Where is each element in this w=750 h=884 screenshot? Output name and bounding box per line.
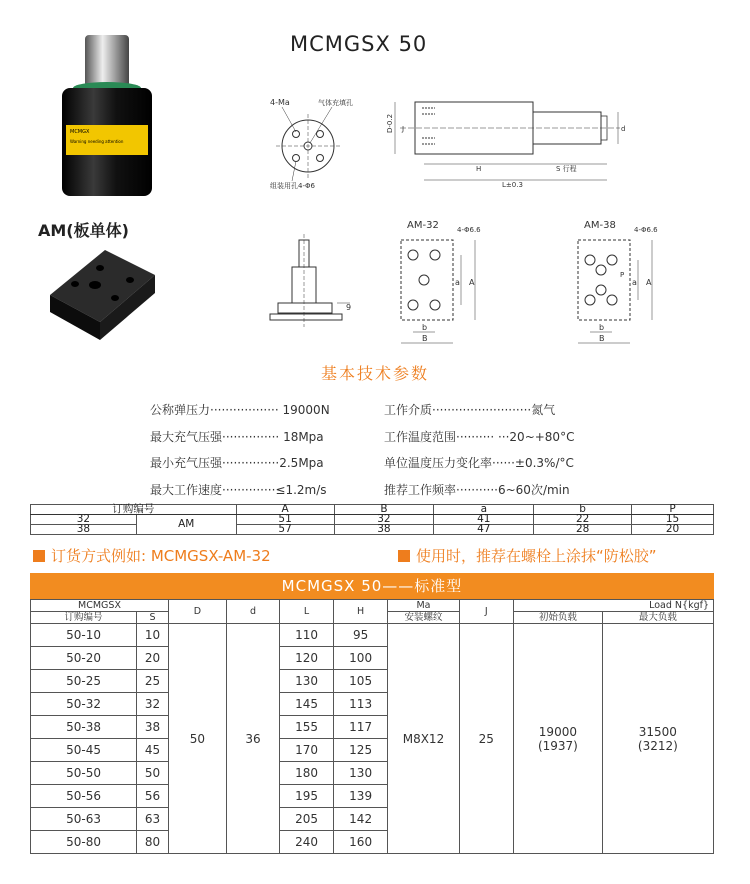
am32-a: a — [455, 278, 460, 287]
table-header-row: 订购编号 A B a b P — [31, 505, 714, 515]
am32-B: B — [422, 334, 428, 343]
am32-A: A — [469, 278, 475, 287]
table-row: 50-56 56 195 139 — [31, 785, 714, 808]
am38-drawing — [572, 215, 682, 355]
table-row: 50-25 25 130 105 — [31, 670, 714, 693]
photo-warning: Warning needing attention — [70, 139, 124, 144]
label-length: L±0.3 — [502, 181, 523, 189]
am38-B: B — [599, 334, 605, 343]
table-row: 32 AM 51 32 41 22 15 — [31, 515, 714, 525]
table-row: 50-32 32 145 113 — [31, 693, 714, 716]
label-4ma: 4-Ma — [270, 98, 290, 107]
am38-a: a — [632, 278, 637, 287]
label-gas-fill: 气体充填孔 — [318, 99, 353, 107]
label-h: H — [476, 165, 482, 173]
table-row: 50-50 50 180 130 — [31, 762, 714, 785]
label-mount-holes: 组装用孔4-Φ6 — [270, 182, 315, 190]
table-row: 50-20 20 120 100 — [31, 647, 714, 670]
label-j: J — [402, 125, 405, 133]
photo-brand: MCMGX — [70, 129, 90, 135]
orange-square-icon — [33, 550, 45, 562]
am-dimension-table — [30, 504, 714, 535]
spec-right-1: 工作温度范围·········· ···20~+80°C — [384, 430, 575, 444]
label-d02: D-0.2 — [386, 113, 394, 133]
order-example: 订货方式例如: MCMGSX-AM-32 — [33, 545, 271, 566]
main-spec-table: MCMGSX D d L H Ma J Load N{kgf} 订购编号 S 安装螺纹 初始负载 最大负载 50-10 10 50 36 110 95 M8X12 25 19000 (1937) 31500 (3212) 50-20 20 120 100 50-25 25 130 105 50-32 32 145 113 50-38 38 155 117 50-45 45 170 125 50-50 50 180 130 50-56 56 195 139 50-63 63 205 142 50-80 80 240 160 — [30, 599, 714, 854]
usage-note: 使用时，推荐在螺栓上涂抹“防松胶” — [398, 545, 657, 566]
am-section-label: AM(板单体) — [38, 221, 129, 240]
am38-label: AM-38 — [584, 220, 616, 231]
table-row: 50-80 80 240 160 — [31, 831, 714, 854]
table-row: 50-38 38 155 117 — [31, 716, 714, 739]
table-row: 38 57 38 47 28 20 — [31, 525, 714, 535]
am32-hole-label: 4-Φ6.6 — [457, 226, 481, 234]
page-title: MCMGSX 50 — [290, 32, 428, 56]
label-g: 9 — [346, 303, 352, 312]
cylinder-face-drawing — [262, 96, 382, 196]
am38-hole-label: 4-Φ6.6 — [634, 226, 658, 234]
label-stroke: S 行程 — [556, 165, 577, 173]
table-banner: MCMGSX 50——标准型 — [30, 573, 714, 599]
spec-left-0: 公称弹压力·················· 19000N — [150, 403, 330, 417]
spec-left-2: 最小充气压强···············2.5Mpa — [150, 456, 324, 470]
orange-square-icon — [398, 550, 410, 562]
spec-left-1: 最大充气压强··············· 18Mpa — [150, 430, 324, 444]
spec-right-2: 单位温度压力变化率······±0.3%/°C — [384, 456, 574, 470]
am-plate-photo — [40, 240, 160, 345]
table-row: 50-63 63 205 142 — [31, 808, 714, 831]
spec-title: 基本技术参数 — [320, 364, 429, 383]
am38-b: b — [599, 323, 605, 332]
label-d: d — [621, 125, 626, 133]
spec-right-3: 推荐工作频率···········6~60次/min — [384, 483, 570, 497]
spec-left-3: 最大工作速度··············≤1.2m/s — [150, 483, 327, 497]
am-assembly-drawing — [262, 232, 362, 332]
am38-A: A — [646, 278, 652, 287]
am32-b: b — [422, 323, 428, 332]
table-row: 50-10 10 50 36 110 95 M8X12 25 19000 (1937) 31500 (3212) — [31, 624, 714, 647]
am32-label: AM-32 — [407, 220, 439, 231]
spec-right-0: 工作介质··························氮气 — [384, 403, 556, 417]
gas-spring-photo — [52, 30, 162, 200]
table-row: 50-45 45 170 125 — [31, 739, 714, 762]
am32-drawing — [395, 215, 505, 355]
am38-p: P — [620, 271, 625, 279]
cylinder-side-drawing — [380, 94, 630, 194]
